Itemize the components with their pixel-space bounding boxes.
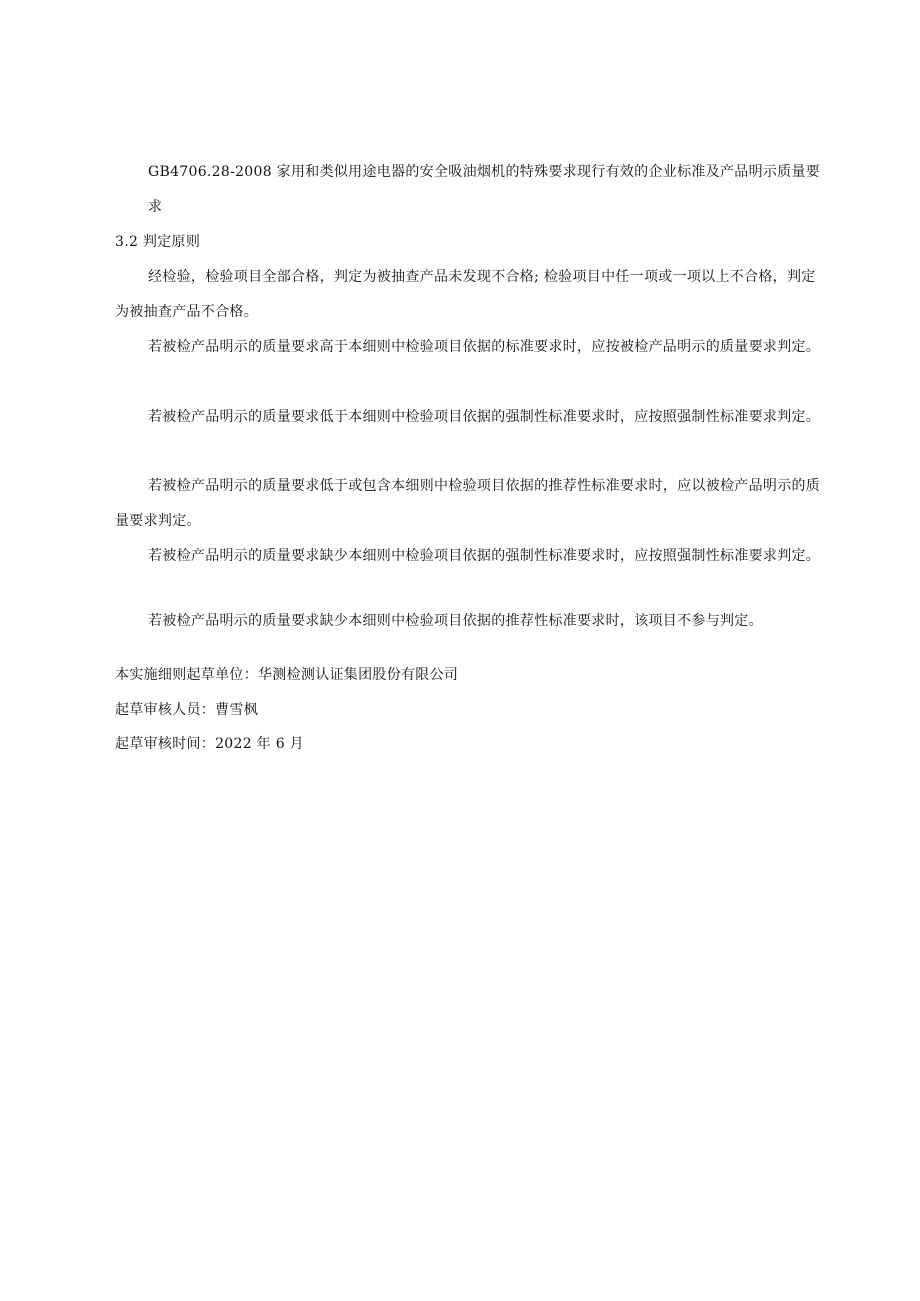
judgement-paragraph: 若被检产品明示的质量要求缺少本细则中检验项目依据的强制性标准要求时，应按照强制性标准要求判定。 bbox=[148, 548, 821, 564]
reviewer: 起草审核人员：曹雪枫 bbox=[115, 702, 258, 718]
judgement-paragraph: 经检验，检验项目全部合格，判定为被抽查产品未发现不合格; 检验项目中任一项或一项以上不合格，判定为被抽查产品不合格。 bbox=[115, 269, 816, 320]
section-heading: 3.2 判定原则 bbox=[115, 234, 201, 250]
standard-reference: GB4706.28-2008 家用和类似用途电器的安全吸油烟机的特殊要求现行有效的企业标准及产品明示质量要求 bbox=[148, 164, 821, 215]
judgement-paragraph: 若被检产品明示的质量要求低于或包含本细则中检验项目依据的推荐性标准要求时，应以被检产品明示的质量要求判定。 bbox=[115, 478, 821, 529]
review-date: 起草审核时间：2022 年 6 月 bbox=[115, 736, 304, 752]
judgement-paragraph: 若被检产品明示的质量要求缺少本细则中检验项目依据的推荐性标准要求时，该项目不参与判定。 bbox=[148, 613, 763, 629]
drafting-unit: 本实施细则起草单位：华测检测认证集团股份有限公司 bbox=[115, 667, 459, 683]
judgement-paragraph: 若被检产品明示的质量要求高于本细则中检验项目依据的标准要求时，应按被检产品明示的质量要求判定。 bbox=[148, 339, 821, 355]
judgement-paragraph: 若被检产品明示的质量要求低于本细则中检验项目依据的强制性标准要求时，应按照强制性标准要求判定。 bbox=[148, 409, 821, 425]
